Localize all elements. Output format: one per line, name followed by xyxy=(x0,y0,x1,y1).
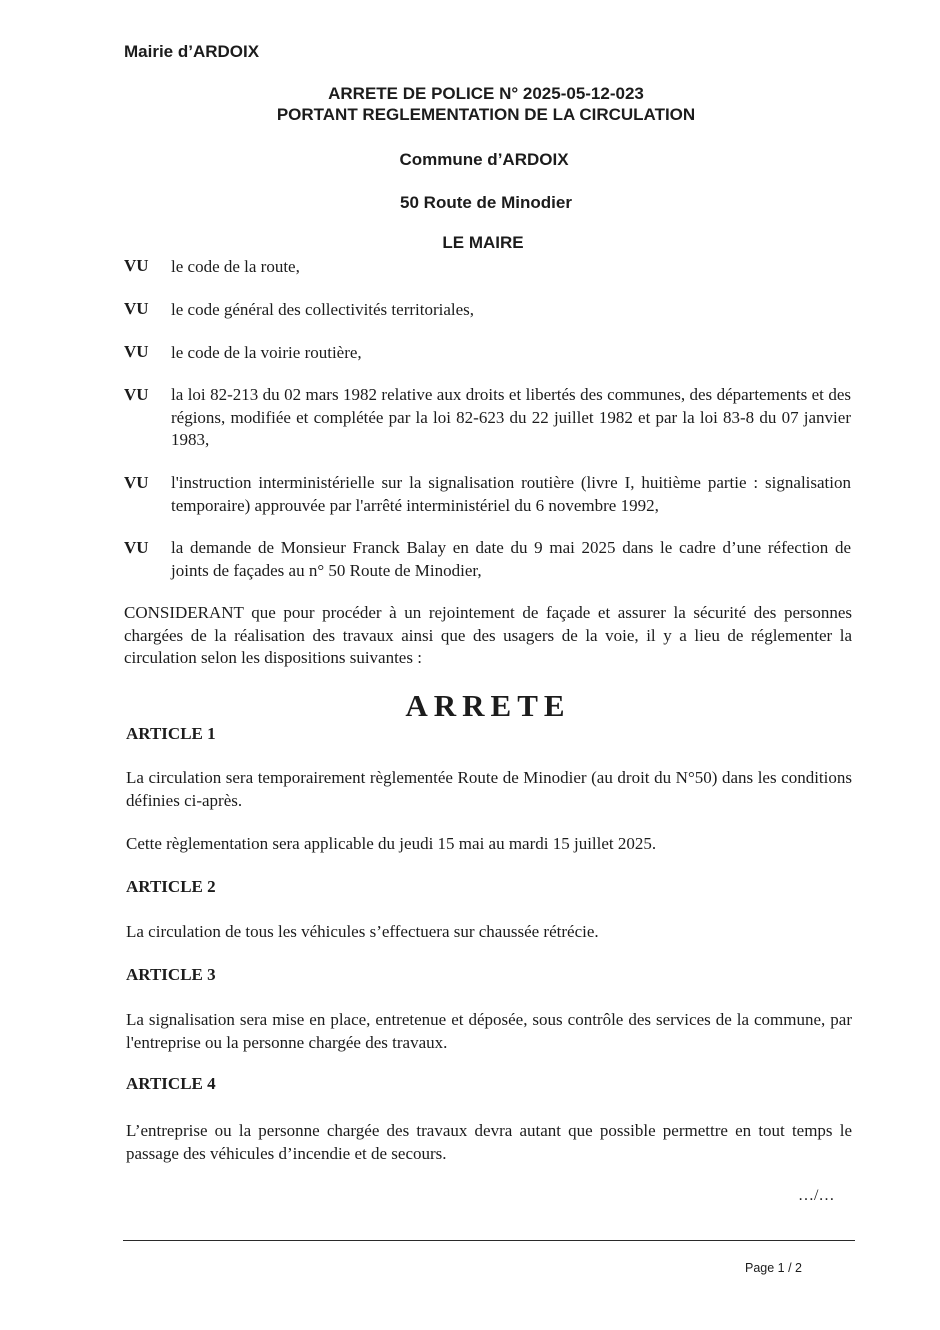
le-maire-heading: LE MAIRE xyxy=(442,233,524,252)
article-paragraph: La signalisation sera mise en place, entretenue et déposée, sous contrôle des services de la commune, par l'entreprise ou la personne chargée des travaux. xyxy=(126,1010,852,1052)
article-paragraph: Cette règlementation sera applicable du jeudi 15 mai au mardi 15 juillet 2025. xyxy=(126,834,657,853)
vu-text: le code de la route, xyxy=(171,257,300,276)
vu-text: la loi 82-213 du 02 mars 1982 relative aux droits et libertés des communes, des départements et des régions, modifiée et complétée par la loi 82-623 du 22 juillet 1982 et par la loi 83-8 du 07 janvier 1983, xyxy=(171,385,851,449)
mairie-header: Mairie d’ARDOIX xyxy=(124,42,260,61)
vu-text: le code de la voirie routière, xyxy=(171,343,362,362)
vu-text: l'instruction interministérielle sur la signalisation routière (livre I, huitième partie : signalisation temporaire) approuvée par l'arrêté interministériel du 6 novembre 1992, xyxy=(171,473,851,515)
decree-title: ARRETE DE POLICE N° 2025-05-12-023 xyxy=(328,84,644,103)
commune-name: Commune d’ARDOIX xyxy=(399,150,569,169)
vu-text: le code général des collectivités territoriales, xyxy=(171,300,475,319)
vu-label: VU xyxy=(124,473,149,492)
article-paragraph: La circulation de tous les véhicules s’effectuera sur chaussée rétrécie. xyxy=(126,922,599,941)
article-heading: ARTICLE 4 xyxy=(126,1074,216,1093)
vu-label: VU xyxy=(124,299,149,318)
article-heading: ARTICLE 1 xyxy=(126,724,216,743)
article-heading: ARTICLE 3 xyxy=(126,965,216,984)
article-paragraph: La circulation sera temporairement règlementée Route de Minodier (au droit du N°50) dans les conditions définies ci-après. xyxy=(126,768,852,810)
footer-divider xyxy=(123,1240,855,1241)
vu-label: VU xyxy=(124,538,149,557)
vu-label: VU xyxy=(124,342,149,361)
page-number: Page 1 / 2 xyxy=(745,1261,802,1275)
arrete-heading: ARRETE xyxy=(405,688,571,723)
vu-label: VU xyxy=(124,256,149,275)
address: 50 Route de Minodier xyxy=(400,193,572,212)
continuation-mark: …/… xyxy=(798,1187,835,1204)
vu-label: VU xyxy=(124,385,149,404)
vu-text: la demande de Monsieur Franck Balay en date du 9 mai 2025 dans le cadre d’une réfection de joints de façades au n° 50 Route de Minodier, xyxy=(171,538,851,580)
decree-subtitle: PORTANT REGLEMENTATION DE LA CIRCULATION xyxy=(276,105,696,124)
considerant-paragraph: CONSIDERANT que pour procéder à un rejointement de façade et assurer la sécurité des personnes chargées de la réalisation des travaux ainsi que des usagers de la voie, il y a lieu de réglementer la circulation selon les dispositions suivantes : xyxy=(124,603,852,667)
article-heading: ARTICLE 2 xyxy=(126,877,216,896)
article-paragraph: L’entreprise ou la personne chargée des travaux devra autant que possible permettre en tout temps le passage des véhicules d’incendie et de secours. xyxy=(126,1121,852,1163)
